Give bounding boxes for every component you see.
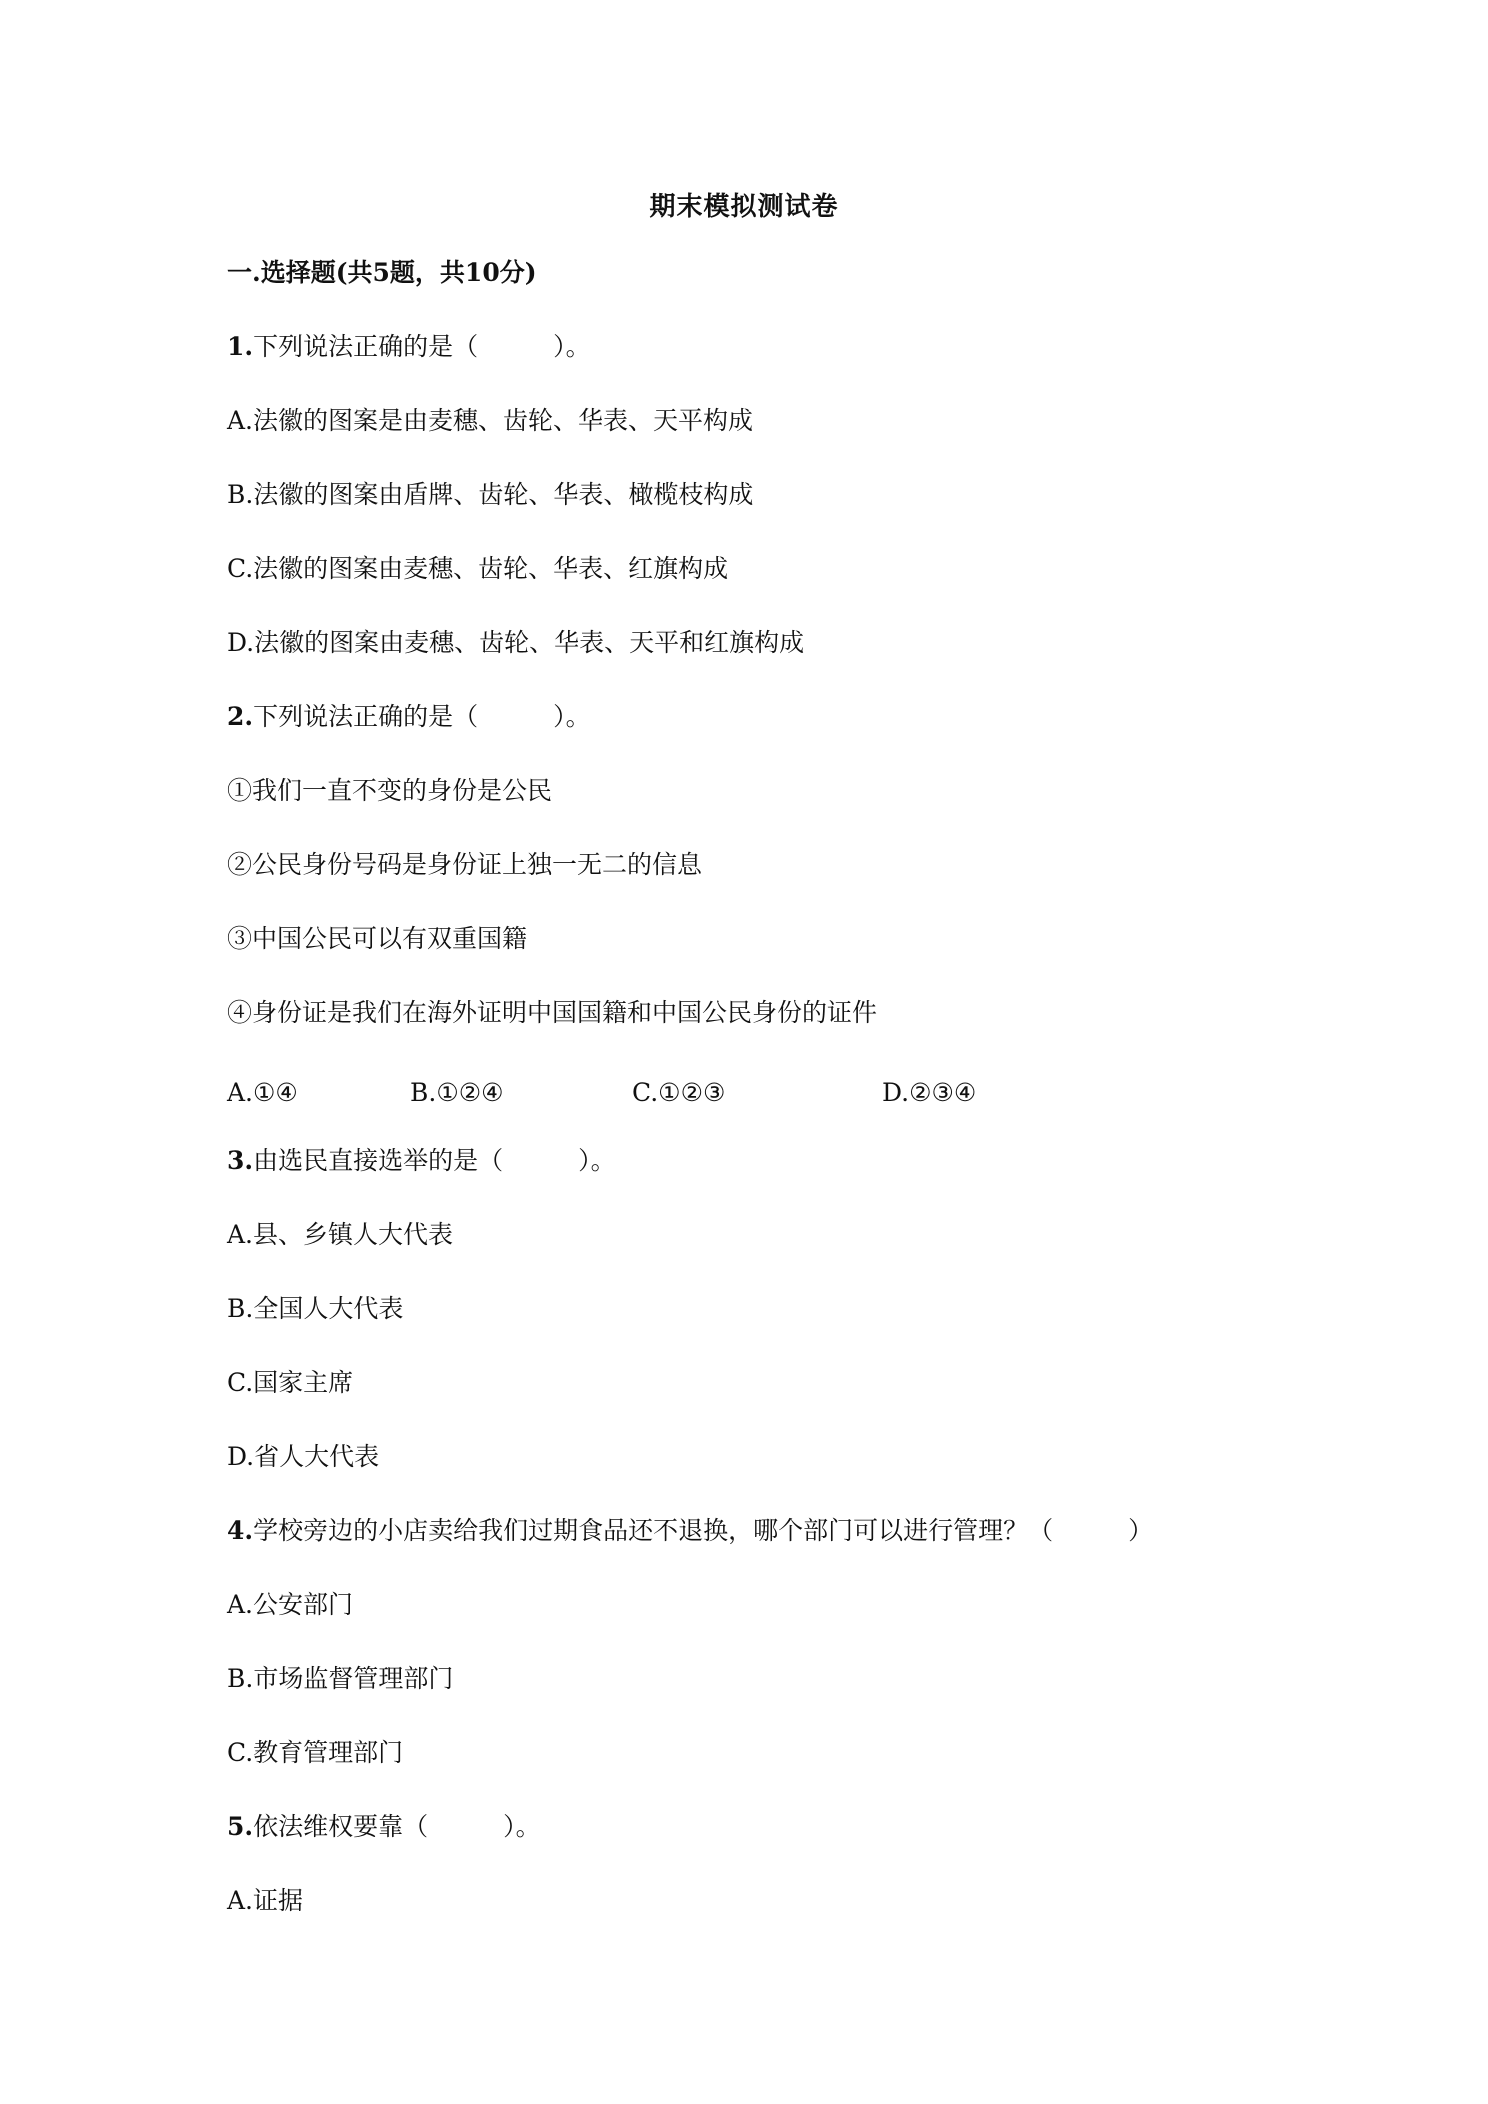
- question-stem: 下列说法正确的是（ ）。: [253, 702, 591, 731]
- q2-statement-2: ②公民身份号码是身份证上独一无二的信息: [227, 850, 703, 879]
- question-5: [227, 1810, 541, 1844]
- q3-option-d: D.省人大代表: [227, 1442, 380, 1471]
- q1-option-c: C.法徽的图案由麦穗、齿轮、华表、红旗构成: [227, 554, 729, 583]
- q2-option-c: C.①②③: [632, 1078, 726, 1107]
- question-stem: 下列说法正确的是（ ）。: [253, 332, 591, 361]
- question-stem: 由选民直接选举的是（ ）。: [253, 1146, 616, 1175]
- q2-statement-1: ①我们一直不变的身份是公民: [227, 776, 553, 805]
- q2-option-a: A.①④: [227, 1078, 298, 1107]
- question-number: 2.: [227, 702, 254, 731]
- question-number: 5.: [227, 1812, 254, 1841]
- question-stem: 学校旁边的小店卖给我们过期食品还不退换，哪个部门可以进行管理？（ ）: [253, 1516, 1154, 1545]
- q3-option-a: A.县、乡镇人大代表: [227, 1220, 454, 1249]
- q5-option-a: A.证据: [227, 1886, 304, 1915]
- question-number: 1.: [227, 332, 254, 361]
- question-2: [227, 700, 591, 734]
- section-heading: 一.选择题(共5题，共10分): [227, 258, 537, 287]
- q4-option-b: B.市场监督管理部门: [227, 1664, 454, 1693]
- q2-statement-4: ④身份证是我们在海外证明中国国籍和中国公民身份的证件: [227, 998, 878, 1027]
- q4-option-a: A.公安部门: [227, 1590, 354, 1619]
- q3-option-b: B.全国人大代表: [227, 1294, 404, 1323]
- question-number: 3.: [227, 1146, 254, 1175]
- question-3: [227, 1144, 616, 1178]
- q1-option-b: B.法徽的图案由盾牌、齿轮、华表、橄榄枝构成: [227, 480, 754, 509]
- question-number: 4.: [227, 1516, 254, 1545]
- q4-option-c: C.教育管理部门: [227, 1738, 404, 1767]
- q2-statement-3: ③中国公民可以有双重国籍: [227, 924, 528, 953]
- question-1: [227, 330, 591, 364]
- q2-options-row: [0, 1076, 1488, 1110]
- q3-option-c: C.国家主席: [227, 1368, 354, 1397]
- q1-option-a: A.法徽的图案是由麦穗、齿轮、华表、天平构成: [227, 406, 754, 435]
- q2-option-b: B.①②④: [410, 1078, 504, 1107]
- question-4: [227, 1514, 1153, 1548]
- q2-option-d: D.②③④: [882, 1078, 977, 1107]
- page-title: 期末模拟测试卷: [649, 192, 839, 222]
- q1-option-d: D.法徽的图案由麦穗、齿轮、华表、天平和红旗构成: [227, 628, 805, 657]
- question-stem: 依法维权要靠（ ）。: [253, 1812, 541, 1841]
